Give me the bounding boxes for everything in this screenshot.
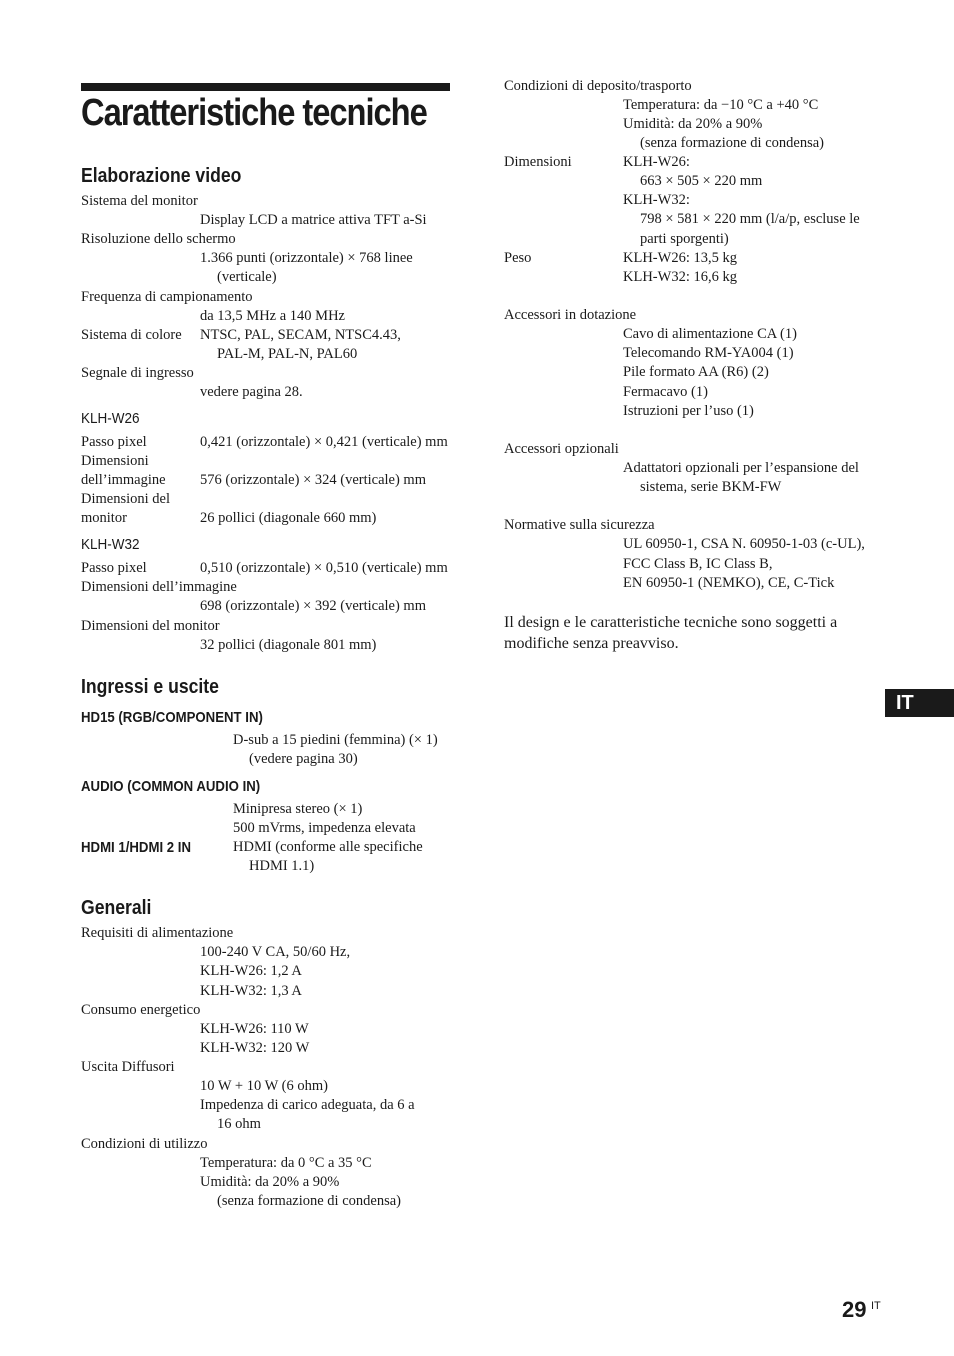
spec-label: dell’immagine bbox=[81, 472, 166, 488]
spec-value: KLH-W26: 110 W bbox=[200, 1021, 309, 1037]
spec-value: 576 (orizzontale) × 324 (verticale) mm bbox=[200, 472, 426, 488]
spec-value: 10 W + 10 W (6 ohm) bbox=[200, 1078, 328, 1094]
spec-value: UL 60950-1, CSA N. 60950-1-03 (c-UL), bbox=[623, 536, 865, 552]
connector-heading-audio: AUDIO (COMMON AUDIO IN) bbox=[81, 778, 261, 795]
spec-value: KLH-W32: 1,3 A bbox=[200, 983, 302, 999]
spec-value: KLH-W26: 1,2 A bbox=[200, 963, 302, 979]
section-heading-io: Ingressi e uscite bbox=[81, 676, 219, 698]
title-rule bbox=[81, 83, 450, 91]
language-tab: IT bbox=[885, 689, 954, 717]
spec-label: Dimensioni bbox=[504, 154, 572, 170]
section-heading-general: Generali bbox=[81, 897, 152, 919]
spec-label: Consumo energetico bbox=[81, 1002, 201, 1018]
spec-label: Sistema di colore bbox=[81, 327, 182, 343]
spec-label: Requisiti di alimentazione bbox=[81, 925, 234, 941]
spec-value: Temperatura: da −10 °C a +40 °C bbox=[623, 97, 819, 113]
spec-value: HDMI (conforme alle specifiche bbox=[233, 839, 423, 855]
spec-value: Temperatura: da 0 °C a 35 °C bbox=[200, 1155, 372, 1171]
spec-value: (verticale) bbox=[217, 269, 277, 285]
spec-value: sistema, serie BKM-FW bbox=[640, 479, 782, 495]
spec-value: 26 pollici (diagonale 660 mm) bbox=[200, 510, 377, 526]
spec-value: Adattatori opzionali per l’espansione del bbox=[623, 460, 859, 476]
section-heading-video: Elaborazione video bbox=[81, 165, 242, 187]
spec-label: Accessori opzionali bbox=[504, 441, 619, 457]
list-item: Cavo di alimentazione CA (1) bbox=[623, 326, 797, 342]
connector-heading-hd15: HD15 (RGB/COMPONENT IN) bbox=[81, 709, 263, 726]
spec-label: Accessori in dotazione bbox=[504, 307, 637, 323]
spec-value: HDMI 1.1) bbox=[249, 858, 315, 874]
spec-value: PAL-M, PAL-N, PAL60 bbox=[217, 346, 358, 362]
spec-value: KLH-W32: bbox=[623, 192, 690, 208]
spec-value: 0,510 (orizzontale) × 0,510 (verticale) mm bbox=[200, 560, 448, 576]
spec-label: Uscita Diffusori bbox=[81, 1059, 175, 1075]
spec-value: Display LCD a matrice attiva TFT a-Si bbox=[200, 212, 427, 228]
list-item: Telecomando RM-YA004 (1) bbox=[623, 345, 794, 361]
spec-label: Condizioni di utilizzo bbox=[81, 1136, 208, 1152]
spec-value: FCC Class B, IC Class B, bbox=[623, 556, 773, 572]
page-language: IT bbox=[871, 1300, 881, 1312]
disclaimer-note: Il design e le caratteristiche tecniche sono soggetti a modifiche senza preavviso. bbox=[504, 614, 838, 652]
spec-value: 0,421 (orizzontale) × 0,421 (verticale) mm bbox=[200, 434, 448, 450]
spec-label: Segnale di ingresso bbox=[81, 365, 194, 381]
spec-label: Peso bbox=[504, 250, 532, 266]
spec-label: Dimensioni bbox=[81, 453, 149, 469]
spec-value: 32 pollici (diagonale 801 mm) bbox=[200, 637, 377, 653]
spec-value: 663 × 505 × 220 mm bbox=[640, 173, 763, 189]
spec-value: KLH-W26: bbox=[623, 154, 690, 170]
spec-value: D-sub a 15 piedini (femmina) (× 1) bbox=[233, 732, 438, 748]
spec-value: da 13,5 MHz a 140 MHz bbox=[200, 308, 345, 324]
spec-value: parti sporgenti) bbox=[640, 231, 729, 247]
spec-value: Impedenza di carico adeguata, da 6 a bbox=[200, 1097, 415, 1113]
spec-label: Passo pixel bbox=[81, 434, 147, 450]
page-number: 29 bbox=[842, 1297, 867, 1322]
spec-value: 500 mVrms, impedenza elevata bbox=[233, 820, 416, 836]
spec-label: Passo pixel bbox=[81, 560, 147, 576]
spec-value: NTSC, PAL, SECAM, NTSC4.43, bbox=[200, 327, 401, 343]
connector-heading-hdmi: HDMI 1/HDMI 2 IN bbox=[81, 839, 192, 856]
list-item: Pile formato AA (R6) (2) bbox=[623, 364, 769, 380]
spec-value: (senza formazione di condensa) bbox=[640, 135, 824, 151]
spec-label: Dimensioni dell’immagine bbox=[81, 579, 237, 595]
spec-label: Risoluzione dello schermo bbox=[81, 231, 236, 247]
spec-value: 798 × 581 × 220 mm (l/a/p, escluse le bbox=[640, 211, 860, 227]
spec-label: Condizioni di deposito/trasporto bbox=[504, 78, 692, 94]
spec-value: 1.366 punti (orizzontale) × 768 linee bbox=[200, 250, 413, 266]
spec-value: Minipresa stereo (× 1) bbox=[233, 801, 363, 817]
spec-value: KLH-W32: 120 W bbox=[200, 1040, 310, 1056]
spec-value: 698 (orizzontale) × 392 (verticale) mm bbox=[200, 598, 426, 614]
spec-value: KLH-W32: 16,6 kg bbox=[623, 269, 737, 285]
spec-label: Dimensioni del monitor bbox=[81, 618, 220, 634]
spec-value: vedere pagina 28. bbox=[200, 384, 303, 400]
spec-value: (senza formazione di condensa) bbox=[217, 1193, 401, 1209]
spec-value: 16 ohm bbox=[217, 1116, 261, 1132]
spec-value: (vedere pagina 30) bbox=[249, 751, 358, 767]
spec-label: Normative sulla sicurezza bbox=[504, 517, 655, 533]
spec-label: Dimensioni del bbox=[81, 491, 171, 507]
model-heading-w26: KLH-W26 bbox=[81, 410, 140, 427]
page-title: Caratteristiche tecniche bbox=[81, 92, 427, 134]
spec-value: Umidità: da 20% a 90% bbox=[623, 116, 763, 132]
list-item: Fermacavo (1) bbox=[623, 384, 708, 400]
spec-label: Sistema del monitor bbox=[81, 193, 198, 209]
spec-label: monitor bbox=[81, 510, 127, 526]
spec-value: 100-240 V CA, 50/60 Hz, bbox=[200, 944, 351, 960]
list-item: Istruzioni per l’uso (1) bbox=[623, 403, 754, 419]
spec-value: KLH-W26: 13,5 kg bbox=[623, 250, 737, 266]
model-heading-w32: KLH-W32 bbox=[81, 536, 140, 553]
spec-value: Umidità: da 20% a 90% bbox=[200, 1174, 340, 1190]
spec-value: EN 60950-1 (NEMKO), CE, C-Tick bbox=[623, 575, 835, 591]
spec-label: Frequenza di campionamento bbox=[81, 289, 253, 305]
